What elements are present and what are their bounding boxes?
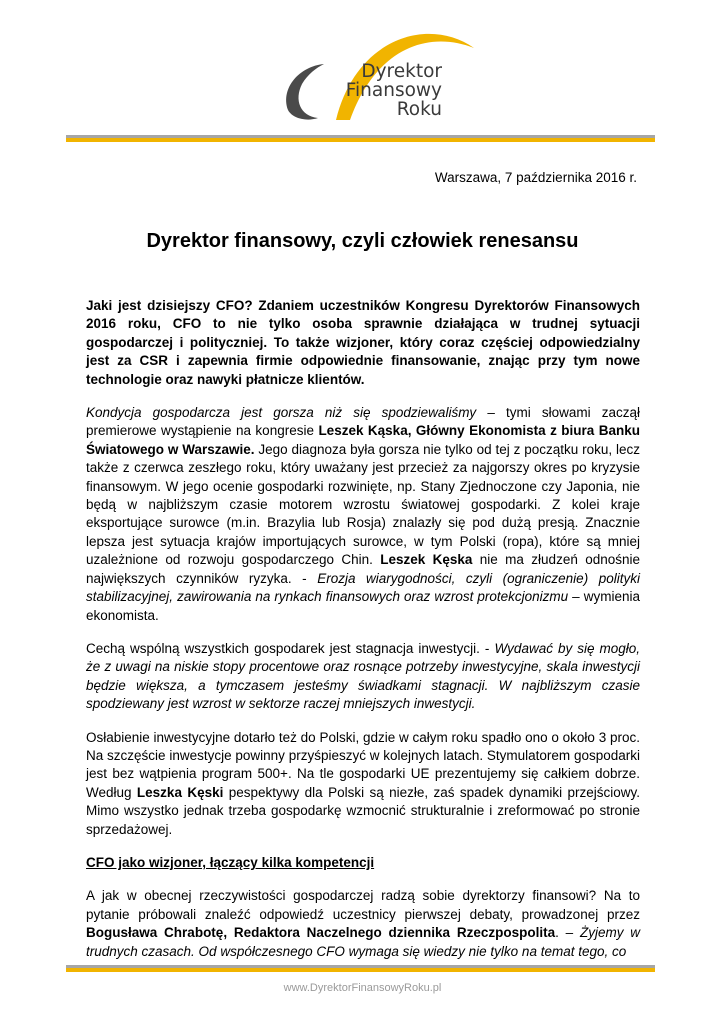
quote-text: Erozja wiarygodności, czyli (ograniczenie) polityki stabilizacyjnej, zawirowania na rynkach finansowych oraz wzrost protekcjonizmu [86,570,640,605]
body-text: A jak w obecnej rzeczywistości gospodarczej radzą sobie dyrektorzy finansowi? Na to pytanie próbowali znaleźć odpowiedź uczestnicy pierwszej debaty, prowadzonej przez [86,888,640,922]
body-text: Cechą wspólną wszystkich gospodarek jest stagnacja inwestycji. - [86,640,495,656]
quote-text: Kondycja gospodarcza jest gorsza niż się spodziewaliśmy [86,405,477,421]
footer-divider [66,965,655,972]
body-text: nie ma złudzeń odnośnie największych czynników ryzyka. - [86,552,640,586]
paragraph-3 [86,729,640,839]
speaker-name: Leszek Kęska [380,552,473,568]
body-text: – tymi słowami zaczął premierowe wystąpienie na kongresie [86,405,640,439]
body-text: . – [555,925,580,941]
paragraph-2 [86,640,640,714]
paragraph-1 [86,404,640,625]
footer-url[interactable]: www.DyrektorFinansowyRoku.pl [283,982,442,994]
body-text: Jego diagnoza była gorsza nie tylko od tej z początku roku, lecz także z czerwca zeszłego roku, który uważany jest przecież za najgorszy okres po kryzysie finansowym. W jego ocenie gospodarki rozwinięte, np. Stany Zjednoczone czy Japonia, nie będą w najbliższym czasie motorem wzrostu światowej gospodarki. Z kolei kraje eksportujące surowce (m.in. Brazylia lub Rosja) znalazły się pod dużą presją. Znacznie lepsza jest sytuacja krajów importujących surowce, w tym Polski (ropa), które są mniej uzależnione od rozwoju gospodarczego Chin. [86,441,641,568]
article-body [86,297,640,976]
speaker-name: Bogusława Chrabotę, Redaktora Naczelnego dziennika Rzeczpospolita [86,925,556,941]
quote-text: Żyjemy w trudnych czasach. Od współczesnego CFO wymaga się wiedzy nie tylko na temat tego, co [86,925,640,959]
body-text: – wymienia ekonomista. [86,589,640,623]
paragraph-4 [86,887,640,961]
body-text: Osłabienie inwestycyjne dotarło też do Polski, gdzie w całym roku spadło ono o około 3 proc. Na szczęście inwestycje powinny przyśpieszyć w kolejnych latach. Stymulatorem gospodarki jest bez wątpienia program 500+. Na tle gospodarki UE prezentujemy się całkiem dobrze. Według [86,729,640,800]
document-date: Warszawa, 7 października 2016 r. [434,170,637,185]
logo-c-mark [286,64,324,120]
logo-line-1: Dyrektor [361,61,442,82]
section-heading: CFO jako wizjoner, łączący kilka kompetencji [86,854,375,870]
page-title: Dyrektor finansowy, czyli człowiek renesansu [146,230,579,252]
lead-paragraph: Jaki jest dzisiejszy CFO? Zdaniem uczestników Kongresu Dyrektorów Finansowych 2016 roku, CFO to nie tylko osoba sprawnie działająca w trudnej sytuacji gospodarczej i polityczniej. To także wizjoner, który coraz częściej odpowiedzialny jest za CSR i zapewnia firmie odpowiednie finansowanie, znając przy tym nowe technologie oraz nawyki płatnicze klientów. [86,298,640,387]
logo-wordmark [342,62,442,119]
logo-line-2: Finansowy [345,80,442,101]
logo-line-3: Roku [396,99,442,120]
header-divider [66,135,655,142]
body-text: pespektywy dla Polski są niezłe, zaś spadek dynamiki przejściowy. Mimo wszystko jednak trzeba gospodarkę wzmocnić strukturalnie i zreformować po stronie sprzedażowej. [86,784,641,837]
speaker-name: Leszek Kąska, Główny Ekonomista z biura Banku Światowego w Warszawie. [86,423,640,457]
speaker-name: Leszka Kęski [136,784,224,800]
logo [278,18,478,123]
quote-text: Wydawać by się mogło, że z uwagi na niskie stopy procentowe oraz rosnące potrzeby inwestycyjne, skala inwestycji będzie większa, a tymczasem jesteśmy świadkami stagnacji. W najbliższym czasie spodziewany jest wzrost w sektorze raczej mniejszych inwestycji. [86,640,640,712]
